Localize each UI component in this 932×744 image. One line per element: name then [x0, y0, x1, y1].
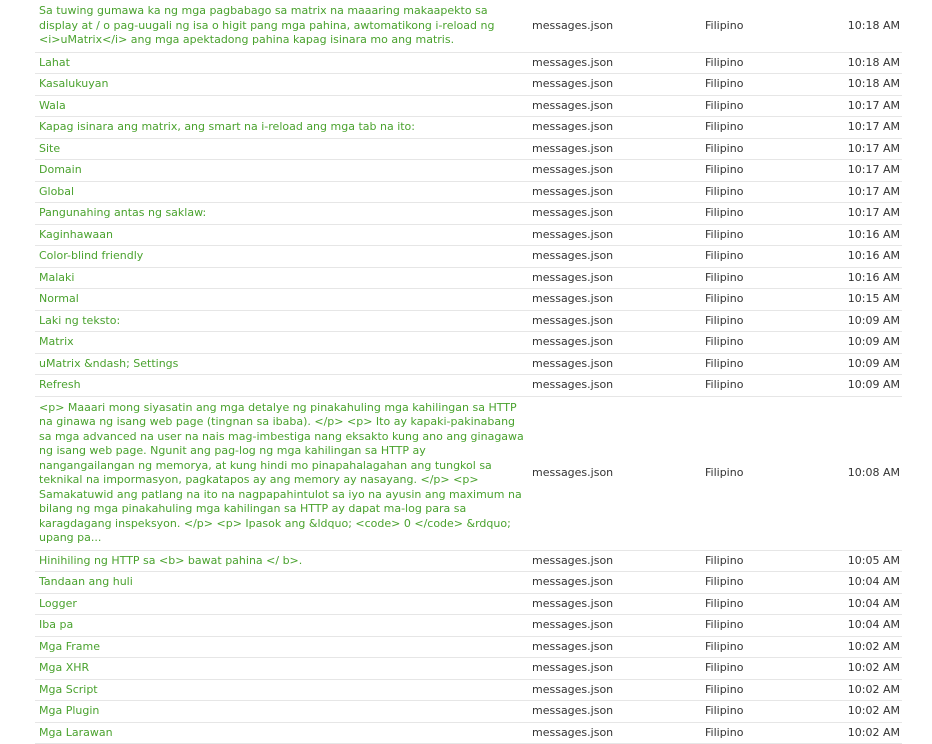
source-string-link[interactable]: Mga Plugin — [39, 704, 100, 717]
language-cell: Filipino — [701, 52, 839, 74]
timestamp-cell: 10:02 AM — [839, 658, 902, 680]
source-string-link[interactable]: Kaginhawaan — [39, 227, 113, 241]
source-string-cell[interactable] — [35, 181, 528, 203]
file-name-cell: messages.json — [528, 701, 701, 723]
source-string-link[interactable]: <p> Maaari mong siyasatin ang mga detalye ng pinakahuling mga kahilingan sa HTTP na ginawa ng isang web page (tingnan sa ibaba). </p> <p> Ito ay kapaki-pakinabang sa mga advanced na user na nais mag-imbestiga nang eksakto kung ano ang ginagawa ng isang web page. Ngunit ang pag-log ng mga kahilingan sa HTTP ay nangangailangan ng memorya, at kung hindi mo pinapahalagahan ang tungkol sa teknikal na impormasyon, pagkatapos ay ang memory ay nasayang. </p> <p> Samakatuwid ang patlang na ito na nagpapahintulot sa iyo na ayusin ang maximum na bilang ng mga pinakahuling mga kahilingan sa HTTP ay dapat ma-log para sa karagdagang inspeksyon. </p> <p> Ipasok ang &ldquo; <code> 0 </code> &rdquo; upang pa... — [39, 400, 524, 544]
source-string-cell[interactable] — [35, 310, 528, 332]
table-row[interactable] — [35, 679, 902, 701]
timestamp-cell: 10:17 AM — [839, 181, 902, 203]
table-row[interactable] — [35, 267, 902, 289]
source-string-cell[interactable] — [35, 117, 528, 139]
timestamp-cell: 10:09 AM — [839, 332, 902, 354]
language-cell: Filipino — [701, 658, 839, 680]
language-cell: Filipino — [701, 117, 839, 139]
timestamp-cell: 10:17 AM — [839, 203, 902, 225]
source-string-link[interactable]: Matrix — [39, 335, 74, 348]
language-cell: Filipino — [701, 160, 839, 182]
table-row[interactable] — [35, 615, 902, 637]
source-string-cell[interactable] — [35, 52, 528, 74]
table-row[interactable] — [35, 310, 902, 332]
source-string-cell[interactable] — [35, 353, 528, 375]
file-name-cell: messages.json — [528, 375, 701, 397]
table-row[interactable] — [35, 95, 902, 117]
file-name-cell: messages.json — [528, 289, 701, 311]
language-cell: Filipino — [701, 181, 839, 203]
table-row[interactable] — [35, 52, 902, 74]
language-cell: Filipino — [701, 267, 839, 289]
language-cell: Filipino — [701, 353, 839, 375]
file-name-cell: messages.json — [528, 396, 701, 550]
timestamp-cell: 10:02 AM — [839, 679, 902, 701]
file-name-cell: messages.json — [528, 74, 701, 96]
file-name-cell: messages.json — [528, 353, 701, 375]
source-string-link[interactable]: Color-blind friendly — [39, 249, 144, 262]
file-name-cell: messages.json — [528, 246, 701, 268]
file-name-cell: messages.json — [528, 310, 701, 332]
timestamp-cell: 10:16 AM — [839, 246, 902, 268]
source-string-link[interactable]: Sa tuwing gumawa ka ng mga pagbabago sa matrix na maaaring makaapekto sa display at / o pag-uugali ng isa o higit pang mga pahina, awtomatikong i-reload ng <i>uMatrix</i> ang mga apektadong pahina kapag isinara mo ang matris. — [39, 4, 495, 46]
table-row[interactable] — [35, 572, 902, 594]
timestamp-cell: 10:17 AM — [839, 160, 902, 182]
timestamp-cell: 10:18 AM — [839, 0, 902, 52]
language-cell: Filipino — [701, 679, 839, 701]
table-row[interactable] — [35, 353, 902, 375]
translations-table-body — [35, 0, 902, 744]
file-name-cell: messages.json — [528, 658, 701, 680]
table-row[interactable] — [35, 289, 902, 311]
timestamp-cell: 10:02 AM — [839, 636, 902, 658]
table-row[interactable] — [35, 636, 902, 658]
source-string-cell[interactable] — [35, 160, 528, 182]
source-string-cell[interactable] — [35, 95, 528, 117]
source-string-cell[interactable] — [35, 550, 528, 572]
table-row[interactable] — [35, 396, 902, 550]
file-name-cell: messages.json — [528, 679, 701, 701]
source-string-link[interactable]: uMatrix &ndash; Settings — [39, 356, 179, 370]
language-cell: Filipino — [701, 246, 839, 268]
table-row[interactable] — [35, 224, 902, 246]
language-cell: Filipino — [701, 289, 839, 311]
language-cell: Filipino — [701, 572, 839, 594]
source-string-link[interactable]: Iba pa — [39, 618, 74, 631]
table-row[interactable] — [35, 181, 902, 203]
language-cell: Filipino — [701, 74, 839, 96]
file-name-cell: messages.json — [528, 615, 701, 637]
table-row[interactable] — [35, 246, 902, 268]
translations-table — [35, 0, 902, 744]
timestamp-cell: 10:04 AM — [839, 615, 902, 637]
language-cell: Filipino — [701, 0, 839, 52]
source-string-link[interactable]: Mga Frame — [39, 639, 100, 653]
timestamp-cell: 10:18 AM — [839, 52, 902, 74]
language-cell: Filipino — [701, 224, 839, 246]
timestamp-cell: 10:18 AM — [839, 74, 902, 96]
source-string-cell[interactable] — [35, 593, 528, 615]
file-name-cell: messages.json — [528, 160, 701, 182]
file-name-cell: messages.json — [528, 181, 701, 203]
source-string-cell[interactable] — [35, 246, 528, 268]
timestamp-cell: 10:08 AM — [839, 396, 902, 550]
table-row[interactable] — [35, 332, 902, 354]
file-name-cell: messages.json — [528, 550, 701, 572]
source-string-link[interactable]: Hinihiling ng HTTP sa <b> bawat pahina </ b>. — [39, 553, 303, 567]
source-string-cell[interactable] — [35, 636, 528, 658]
timestamp-cell: 10:17 AM — [839, 138, 902, 160]
timestamp-cell: 10:16 AM — [839, 267, 902, 289]
source-string-cell[interactable] — [35, 615, 528, 637]
table-row[interactable] — [35, 138, 902, 160]
source-string-cell[interactable] — [35, 722, 528, 744]
timestamp-cell: 10:04 AM — [839, 593, 902, 615]
source-string-cell[interactable] — [35, 332, 528, 354]
language-cell: Filipino — [701, 701, 839, 723]
source-string-link[interactable]: Kapag isinara ang matrix, ang smart na i-reload ang mga tab na ito: — [39, 120, 415, 133]
source-string-cell[interactable] — [35, 289, 528, 311]
language-cell: Filipino — [701, 550, 839, 572]
file-name-cell: messages.json — [528, 203, 701, 225]
language-cell: Filipino — [701, 396, 839, 550]
source-string-cell[interactable] — [35, 267, 528, 289]
timestamp-cell: 10:17 AM — [839, 117, 902, 139]
language-cell: Filipino — [701, 138, 839, 160]
language-cell: Filipino — [701, 375, 839, 397]
table-row[interactable] — [35, 722, 902, 744]
file-name-cell: messages.json — [528, 636, 701, 658]
source-string-link[interactable]: Domain — [39, 163, 82, 176]
timestamp-cell: 10:09 AM — [839, 310, 902, 332]
source-string-link[interactable]: Normal — [39, 292, 79, 305]
source-string-link[interactable]: Lahat — [39, 55, 70, 69]
timestamp-cell: 10:02 AM — [839, 722, 902, 744]
source-string-link[interactable]: Refresh — [39, 378, 81, 391]
source-string-cell[interactable] — [35, 203, 528, 225]
source-string-link[interactable]: Wala — [39, 98, 66, 112]
table-row[interactable] — [35, 593, 902, 615]
file-name-cell: messages.json — [528, 117, 701, 139]
timestamp-cell: 10:16 AM — [839, 224, 902, 246]
language-cell: Filipino — [701, 593, 839, 615]
file-name-cell: messages.json — [528, 224, 701, 246]
timestamp-cell: 10:04 AM — [839, 572, 902, 594]
source-string-link[interactable]: Laki ng teksto: — [39, 313, 121, 327]
language-cell: Filipino — [701, 95, 839, 117]
language-cell: Filipino — [701, 203, 839, 225]
source-string-cell[interactable] — [35, 224, 528, 246]
table-row[interactable] — [35, 74, 902, 96]
file-name-cell: messages.json — [528, 593, 701, 615]
timestamp-cell: 10:09 AM — [839, 353, 902, 375]
table-row[interactable] — [35, 203, 902, 225]
file-name-cell: messages.json — [528, 0, 701, 52]
language-cell: Filipino — [701, 615, 839, 637]
file-name-cell: messages.json — [528, 572, 701, 594]
table-row[interactable] — [35, 117, 902, 139]
source-string-link[interactable]: Pangunahing antas ng saklaw: — [39, 206, 207, 219]
source-string-cell[interactable] — [35, 138, 528, 160]
table-row[interactable] — [35, 375, 902, 397]
language-cell: Filipino — [701, 636, 839, 658]
file-name-cell: messages.json — [528, 95, 701, 117]
language-cell: Filipino — [701, 310, 839, 332]
source-string-link[interactable]: Mga Larawan — [39, 725, 113, 739]
table-row[interactable] — [35, 658, 902, 680]
source-string-cell[interactable] — [35, 396, 528, 550]
table-row[interactable] — [35, 550, 902, 572]
source-string-link[interactable]: Malaki — [39, 270, 75, 284]
source-string-link[interactable]: Kasalukuyan — [39, 77, 109, 90]
file-name-cell: messages.json — [528, 722, 701, 744]
language-cell: Filipino — [701, 722, 839, 744]
file-name-cell: messages.json — [528, 332, 701, 354]
timestamp-cell: 10:05 AM — [839, 550, 902, 572]
file-name-cell: messages.json — [528, 52, 701, 74]
table-row[interactable] — [35, 160, 902, 182]
table-row[interactable] — [35, 0, 902, 52]
source-string-cell[interactable] — [35, 375, 528, 397]
table-row[interactable] — [35, 701, 902, 723]
timestamp-cell: 10:02 AM — [839, 701, 902, 723]
source-string-link[interactable]: Mga Script — [39, 682, 98, 696]
source-string-cell[interactable] — [35, 0, 528, 52]
timestamp-cell: 10:09 AM — [839, 375, 902, 397]
source-string-link[interactable]: Tandaan ang huli — [39, 575, 133, 588]
source-string-link[interactable]: Global — [39, 184, 75, 198]
source-string-link[interactable]: Mga XHR — [39, 661, 90, 674]
file-name-cell: messages.json — [528, 267, 701, 289]
timestamp-cell: 10:15 AM — [839, 289, 902, 311]
language-cell: Filipino — [701, 332, 839, 354]
source-string-link[interactable]: Logger — [39, 596, 77, 610]
source-string-cell[interactable] — [35, 658, 528, 680]
source-string-cell[interactable] — [35, 701, 528, 723]
file-name-cell: messages.json — [528, 138, 701, 160]
source-string-link[interactable]: Site — [39, 141, 61, 155]
timestamp-cell: 10:17 AM — [839, 95, 902, 117]
source-string-cell[interactable] — [35, 572, 528, 594]
source-string-cell[interactable] — [35, 679, 528, 701]
source-string-cell[interactable] — [35, 74, 528, 96]
